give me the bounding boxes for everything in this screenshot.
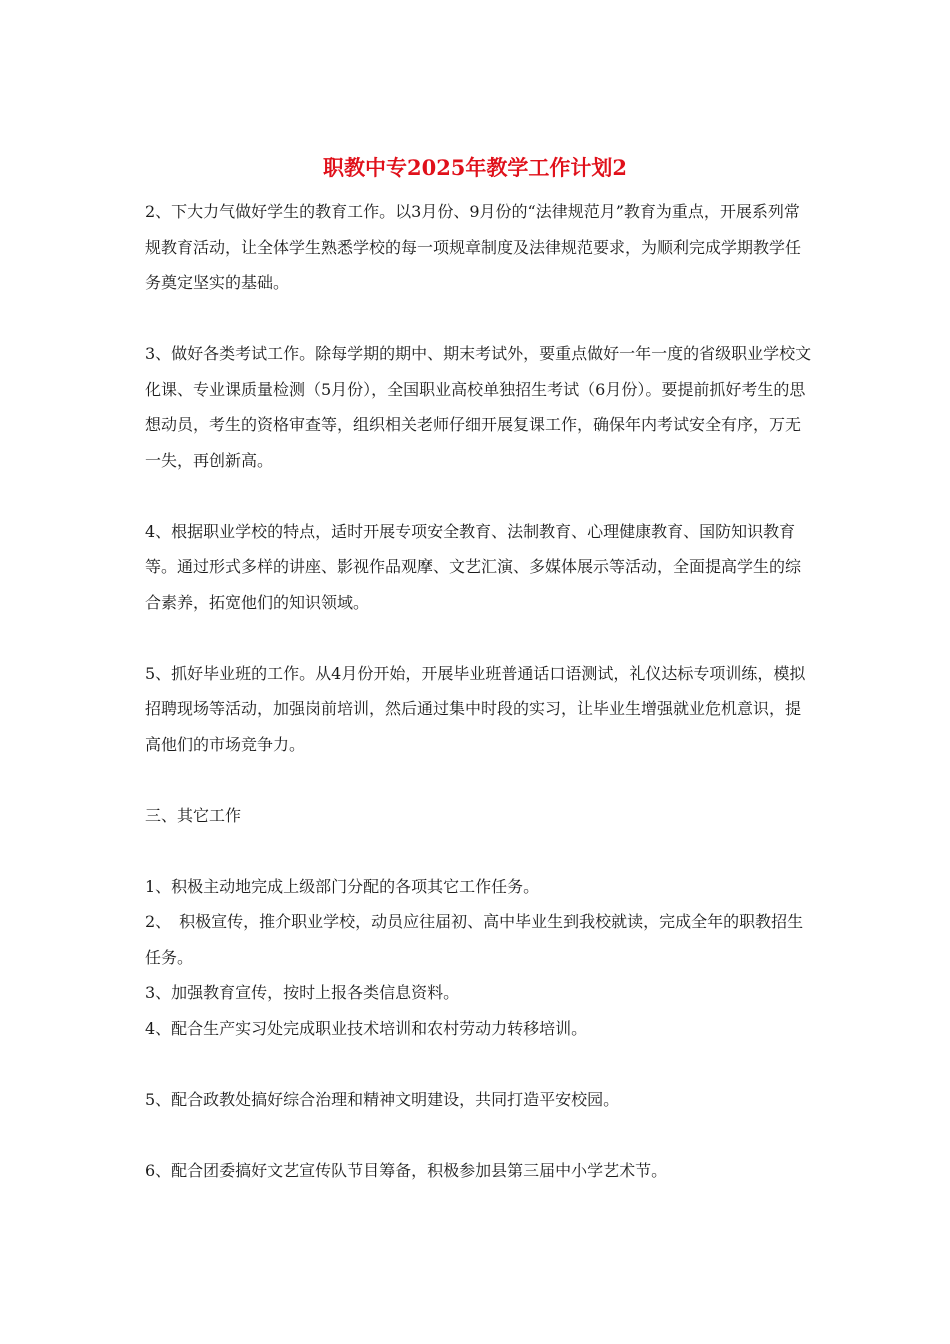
- paragraph-spacer: [145, 833, 815, 869]
- paragraph-spacer: [145, 762, 815, 798]
- document-body: [145, 194, 815, 1188]
- list-item-other-work-5: 5、配合政教处搞好综合治理和精神文明建设，共同打造平安校园。: [145, 1089, 620, 1109]
- paragraph-spacer: [145, 1117, 815, 1153]
- list-item-other-work-1: 1、积极主动地完成上级部门分配的各项其它工作任务。: [145, 876, 540, 896]
- paragraph-spacer: [145, 620, 815, 656]
- paragraph-spacer: [145, 478, 815, 514]
- document-title: 职教中专2025年教学工作计划2: [322, 155, 628, 180]
- paragraph-graduating-class: 5、抓好毕业班的工作。从4月份开始，开展毕业班普通话口语测试，礼仪达标专项训练，模拟招聘现场等活动，加强岗前培训，然后通过集中时段的实习，让毕业生增强就业危机意识，提高他们的市场竞争力。: [145, 663, 806, 754]
- paragraph-spacer: [145, 301, 815, 337]
- list-item-other-work-6: 6、配合团委搞好文艺宣传队节目筹备，积极参加县第三届中小学艺术节。: [145, 1160, 668, 1180]
- paragraph-spacer: [145, 1046, 815, 1082]
- paragraph-student-education: 2、下大力气做好学生的教育工作。以3月份、9月份的“法律规范月”教育为重点，开展系列常规教育活动，让全体学生熟悉学校的每一项规章制度及法律规范要求，为顺利完成学期教学任务奠定坚实的基础。: [145, 202, 802, 292]
- list-item-other-work-2: 2、 积极宣传，推介职业学校，动员应往届初、高中毕业生到我校就读，完成全年的职教招生任务。: [145, 912, 804, 967]
- paragraph-special-education: 4、根据职业学校的特点，适时开展专项安全教育、法制教育、心理健康教育、国防知识教育等。通过形式多样的讲座、影视作品观摩、文艺汇演、多媒体展示等活动，全面提高学生的综合素养，拓宽他们的知识领域。: [145, 521, 802, 612]
- list-item-other-work-4: 4、配合生产实习处完成职业技术培训和农村劳动力转移培训。: [145, 1018, 588, 1038]
- paragraph-exam-work: 3、做好各类考试工作。除每学期的期中、期末考试外，要重点做好一年一度的省级职业学校文化课、专业课质量检测（5月份），全国职业高校单独招生考试（6月份）。要提前抓好考生的思想动员，考生的资格审查等，组织相关老师仔细开展复课工作，确保年内考试安全有序，万无一失，再创新高。: [145, 344, 812, 470]
- list-item-other-work-3: 3、加强教育宣传，按时上报各类信息资料。: [145, 983, 460, 1002]
- section-heading-other-work: 三、其它工作: [145, 805, 242, 825]
